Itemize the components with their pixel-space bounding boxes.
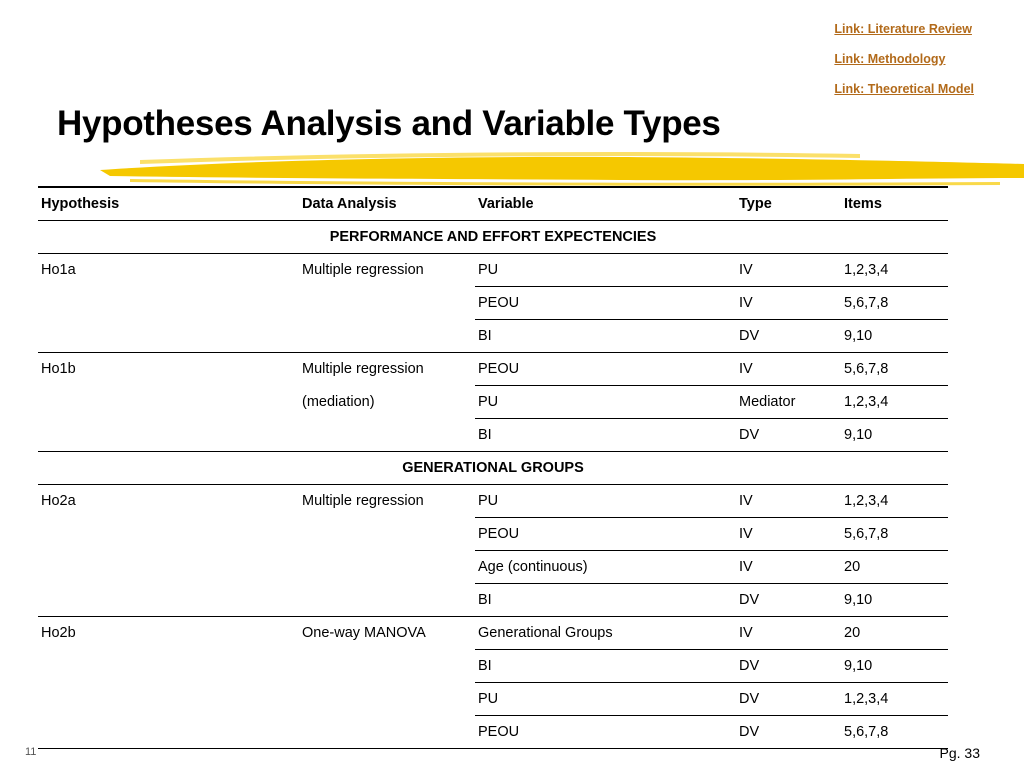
highlighter-stroke	[100, 148, 1024, 188]
variable-cell: PU	[475, 485, 736, 518]
items-cell: 1,2,3,4	[841, 386, 948, 419]
link-literature-review[interactable]: Link: Literature Review	[834, 22, 972, 36]
header-type: Type	[736, 187, 841, 221]
table-row	[38, 716, 948, 749]
analysis-cell	[299, 320, 475, 353]
variable-cell: BI	[475, 650, 736, 683]
analysis-cell	[299, 419, 475, 452]
table-row	[38, 485, 948, 518]
page-number: Pg. 33	[939, 745, 980, 761]
hypothesis-cell: Ho2a	[41, 493, 76, 510]
analysis-cell	[299, 683, 475, 716]
slide-title: Hypotheses Analysis and Variable Types	[57, 104, 721, 143]
hypothesis-cell	[38, 584, 299, 617]
items-cell: 9,10	[841, 650, 948, 683]
hypothesis-cell	[38, 386, 299, 419]
table-row	[38, 419, 948, 452]
variable-cell: PEOU	[475, 518, 736, 551]
variable-cell: Generational Groups	[475, 617, 736, 650]
type-cell: DV	[736, 650, 841, 683]
items-cell: 1,2,3,4	[841, 254, 948, 287]
variable-cell: PU	[475, 386, 736, 419]
table-body	[38, 221, 948, 749]
link-theoretical-model[interactable]: Link: Theoretical Model	[834, 82, 974, 96]
section-row	[38, 452, 948, 485]
table-row	[38, 320, 948, 353]
hypothesis-cell: Ho2b	[41, 625, 76, 642]
table-row	[38, 287, 948, 320]
table-row	[38, 353, 948, 386]
hypothesis-cell: Ho1b	[41, 361, 76, 378]
analysis-cell: Multiple regression	[302, 262, 424, 279]
type-cell: IV	[736, 617, 841, 650]
section-title: PERFORMANCE AND EFFORT EXPECTENCIES	[38, 221, 948, 254]
analysis-cell	[299, 584, 475, 617]
type-cell: IV	[736, 551, 841, 584]
table-row	[38, 551, 948, 584]
items-cell: 9,10	[841, 584, 948, 617]
type-cell: DV	[736, 683, 841, 716]
analysis-cell: Multiple regression	[302, 493, 424, 510]
items-cell: 9,10	[841, 320, 948, 353]
table-row	[38, 683, 948, 716]
hypothesis-cell	[38, 716, 299, 749]
items-cell: 5,6,7,8	[841, 287, 948, 320]
variable-cell: PEOU	[475, 716, 736, 749]
hypothesis-cell	[38, 551, 299, 584]
variable-cell: PEOU	[475, 287, 736, 320]
table-row	[38, 518, 948, 551]
header-variable: Variable	[475, 187, 736, 221]
analysis-cell	[299, 716, 475, 749]
items-cell: 20	[841, 617, 948, 650]
analysis-cell	[299, 650, 475, 683]
header-data-analysis: Data Analysis	[299, 187, 475, 221]
slide-number: 11	[25, 746, 37, 758]
type-cell: Mediator	[736, 386, 841, 419]
type-cell: DV	[736, 419, 841, 452]
table-row	[38, 584, 948, 617]
analysis-cell	[299, 287, 475, 320]
hypothesis-cell	[38, 650, 299, 683]
type-cell: DV	[736, 716, 841, 749]
hypothesis-cell	[38, 683, 299, 716]
variable-cell: BI	[475, 419, 736, 452]
variable-cell: Age (continuous)	[475, 551, 736, 584]
items-cell: 1,2,3,4	[841, 485, 948, 518]
items-cell: 20	[841, 551, 948, 584]
variable-cell: BI	[475, 320, 736, 353]
variable-cell: PEOU	[475, 353, 736, 386]
header-hypothesis: Hypothesis	[38, 187, 299, 221]
table-row	[38, 254, 948, 287]
type-cell: IV	[736, 518, 841, 551]
type-cell: DV	[736, 320, 841, 353]
type-cell: DV	[736, 584, 841, 617]
section-title: GENERATIONAL GROUPS	[38, 452, 948, 485]
hypothesis-cell	[38, 419, 299, 452]
items-cell: 1,2,3,4	[841, 683, 948, 716]
analysis-cell	[299, 518, 475, 551]
table-row	[38, 386, 948, 419]
hypotheses-table	[38, 186, 948, 749]
items-cell: 5,6,7,8	[841, 716, 948, 749]
table-row	[38, 650, 948, 683]
items-cell: 5,6,7,8	[841, 518, 948, 551]
table-row	[38, 617, 948, 650]
table-header-row	[38, 187, 948, 221]
variable-cell: BI	[475, 584, 736, 617]
type-cell: IV	[736, 287, 841, 320]
items-cell: 9,10	[841, 419, 948, 452]
analysis-cell: (mediation)	[302, 394, 375, 410]
hypothesis-cell	[38, 518, 299, 551]
type-cell: IV	[736, 485, 841, 518]
hypothesis-cell: Ho1a	[41, 262, 76, 279]
header-items: Items	[841, 187, 948, 221]
link-list	[834, 14, 974, 104]
variable-cell: PU	[475, 683, 736, 716]
hypothesis-cell	[38, 320, 299, 353]
items-cell: 5,6,7,8	[841, 353, 948, 386]
analysis-cell: One-way MANOVA	[302, 625, 426, 642]
analysis-cell: Multiple regression	[302, 361, 424, 378]
link-methodology[interactable]: Link: Methodology	[834, 52, 946, 66]
hypothesis-cell	[38, 287, 299, 320]
analysis-cell	[299, 551, 475, 584]
variable-cell: PU	[475, 254, 736, 287]
section-row	[38, 221, 948, 254]
type-cell: IV	[736, 254, 841, 287]
type-cell: IV	[736, 353, 841, 386]
